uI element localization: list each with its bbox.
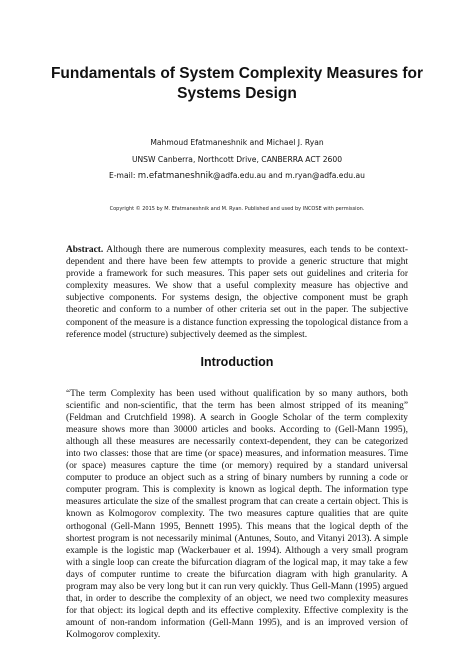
abstract-label: Abstract. [66,245,104,255]
email-first-name: m.efatmaneshnik [137,171,213,181]
section-heading-introduction: Introduction [200,355,274,369]
introduction-paragraph: “The term Complexity has been used without qualification by so many authors, both scientific and non-scientific, that the term has been almost stripped of its meaning” (Feldman and Crutchfield 1998). A search in Google Scholar of the term complexity measure shows more than 30000 articles and books. According to (Gell-Mann 1995), although all these measures are necessarily context-dependent, they can be categorized into two classes: those that are time (or space) measures, and information measures. Time (or space) measures capture the time (or memory) required by a standard universal computer to produce an object such as a string of binary numbers by running a code or computer program. This is complexity is known as logical depth. The information type measures articulate the size of the smallest program that can create a certain object. This is known as Kolmogorov complexity. The two measures capture qualities that are quite orthogonal (Gell-Mann 1995, Bennett 1995). This means that the logical depth of the shortest program is not necessarily minimal (Antunes, Souto, and Vitanyi 2013). A simple example is the logistic map (Wackerbauer et al. 1994). Although a very small program with a single loop can create the bifurcation diagram of the logical map, it may take a few days of computer runtime to create the bifurcation diagram with high granularity. A program may also be very long but it can run very quickly. Thus Gell-Mann (1995) argued that, in order to describe the complexity of an object, we need two complexity measures for that object: its logical depth and its effective complexity. Effective complexity is the amount of non-random information (Gell-Mann 1995), and is an improved version of Kolmogorov complexity. [66,389,408,640]
email-first-domain: @adfa.edu.au and [212,171,286,180]
abstract-text: Although there are numerous complexity measures, each tends to be context-dependent and there have been few attempts to provide a generic structure that might provide a framework for such measures. This paper sets out guidelines and criteria for complexity measures. We show that a useful complexity measure has objective and subjective components. For systems design, the objective component must be graph theoretic and conform to a number of other criteria set out in the paper. The subjective component of the measure is a distance function expressing the topological distance from a reference model (structure) subjectively deemed as the simplest. [66,245,408,340]
email-label: E-mail: [109,171,138,180]
author-emails [40,171,434,181]
abstract [66,244,408,341]
paper-title: Fundamentals of System Complexity Measures for Systems Design [50,65,424,102]
email-second: m.ryan@adfa.edu.au [285,171,365,180]
author-affiliation: UNSW Canberra, Northcott Drive, CANBERRA ACT 2600 [131,155,343,164]
copyright-notice: Copyright © 2015 by M. Efatmaneshnik and M. Ryan. Published and used by INCOSE with permission. [109,206,365,212]
author-names: Mahmoud Efatmaneshnik and Michael J. Ryan [150,138,324,147]
